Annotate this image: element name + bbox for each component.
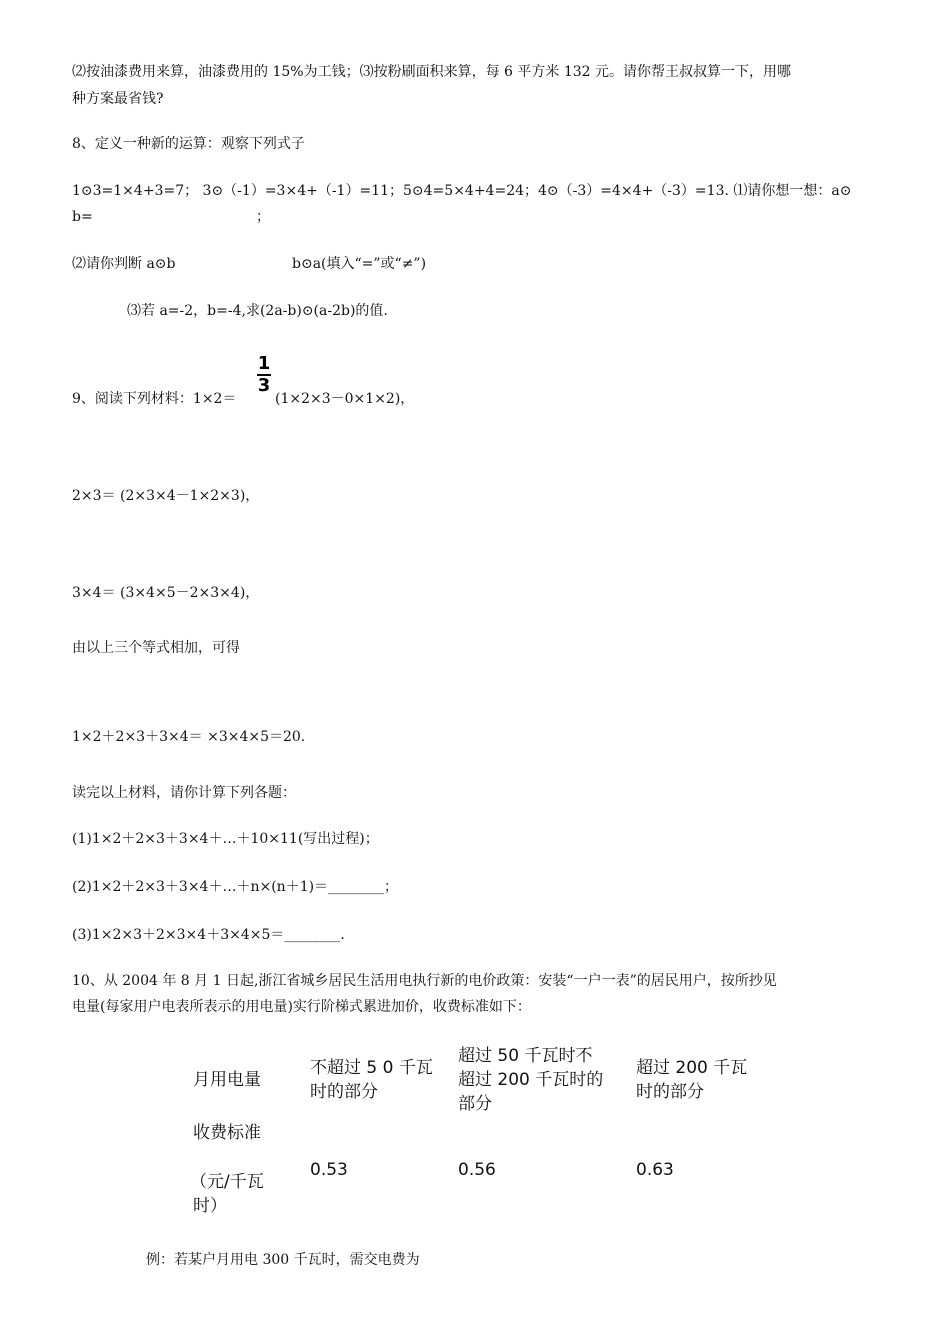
q8-title: 8、定义一种新的运算：观察下列式子 (72, 136, 305, 152)
q8-part2 (72, 254, 427, 274)
q9-sum: 1×2＋2×3＋3×4＝ ×3×4×5＝20. (72, 729, 306, 745)
q9-intro-text: 9、阅读下列材料：1×2＝ (72, 391, 237, 407)
row-head-rate: 收费标准 (193, 1123, 261, 1143)
q9-task-2: (2)1×2＋2×3＋3×4＋…＋n×(n＋1)＝________； (72, 879, 399, 895)
q8-part2-rhs: b⊙a(填入“=”或“≠”) (292, 256, 427, 272)
row-head-unit-b: 时） (193, 1196, 227, 1216)
col2-header-a: 超过 50 千瓦时不 (458, 1046, 593, 1066)
col1-header-a: 不超过 5 0 千瓦 (310, 1058, 433, 1078)
col3-header-a: 超过 200 千瓦 (636, 1058, 748, 1078)
row-head-usage: 月用电量 (193, 1070, 261, 1090)
col2-header-b: 超过 200 千瓦时的 (458, 1070, 604, 1090)
q9-task: 读完以上材料，请你计算下列各题： (72, 785, 296, 801)
col2-header-c: 部分 (458, 1094, 492, 1114)
q8-part1-end: ； (256, 209, 270, 225)
q8-part3: ⑶若 a=-2，b=-4,求(2a-b)⊙(a-2b)的值. (127, 303, 388, 319)
price-tier-1: 0.53 (310, 1160, 348, 1180)
q9-sum-intro: 由以上三个等式相加，可得 (72, 640, 240, 656)
price-tier-2: 0.56 (458, 1160, 496, 1180)
q8-examples: 1⊙3=1×4+3=7； 3⊙（-1）=3×4+（-1）=11；5⊙4=5×4+4=24；4⊙（-3）=4×4+（-3）=13. ⑴请你想一想：a⊙ (72, 183, 852, 199)
fraction-denominator: 3 (257, 375, 271, 396)
q10-line1: 10、从 2004 年 8 月 1 日起,浙江省城乡居民生活用电执行新的电价政策：安装“一户一表”的居民用户，按所抄见 (72, 973, 777, 989)
q10-example: 例：若某户月用电 300 千瓦时，需交电费为 (146, 1252, 420, 1268)
q7-text-line2: 种方案最省钱? (72, 91, 164, 107)
q8-part1-answer (72, 207, 270, 227)
col3-header-b: 时的部分 (636, 1082, 704, 1102)
q8-part2-lhs: ⑵请你判断 a⊙b (72, 256, 176, 272)
fraction-numerator: 1 (257, 353, 271, 374)
q9-eq3: 3×4＝ (3×4×5－2×3×4)， (72, 585, 260, 601)
q8-part1-label: b= (72, 209, 93, 225)
q9-task-1: (1)1×2＋2×3＋3×4＋…＋10×11(写出过程)； (72, 831, 379, 847)
col1-header-b: 时的部分 (310, 1082, 378, 1102)
q9-task-3: (3)1×2×3＋2×3×4＋3×4×5＝________. (72, 927, 345, 943)
q9-intro (72, 389, 415, 409)
q9-eq2: 2×3＝ (2×3×4－1×2×3)， (72, 488, 260, 504)
price-tier-3: 0.63 (636, 1160, 674, 1180)
q7-text-line1: ⑵按油漆费用来算，油漆费用的 15%为工钱；⑶按粉刷面积来算，每 6 平方米 132 元。请你帮王叔叔算一下，用哪 (72, 64, 791, 80)
row-head-unit-a: （元/千瓦 (190, 1172, 264, 1192)
q10-line2: 电量(每家用户电表所表示的用电量)实行阶梯式累进加价，收费标准如下： (72, 999, 531, 1015)
q9-intro-tail: (1×2×3－0×1×2)， (275, 391, 415, 407)
one-third-fraction (257, 354, 271, 396)
